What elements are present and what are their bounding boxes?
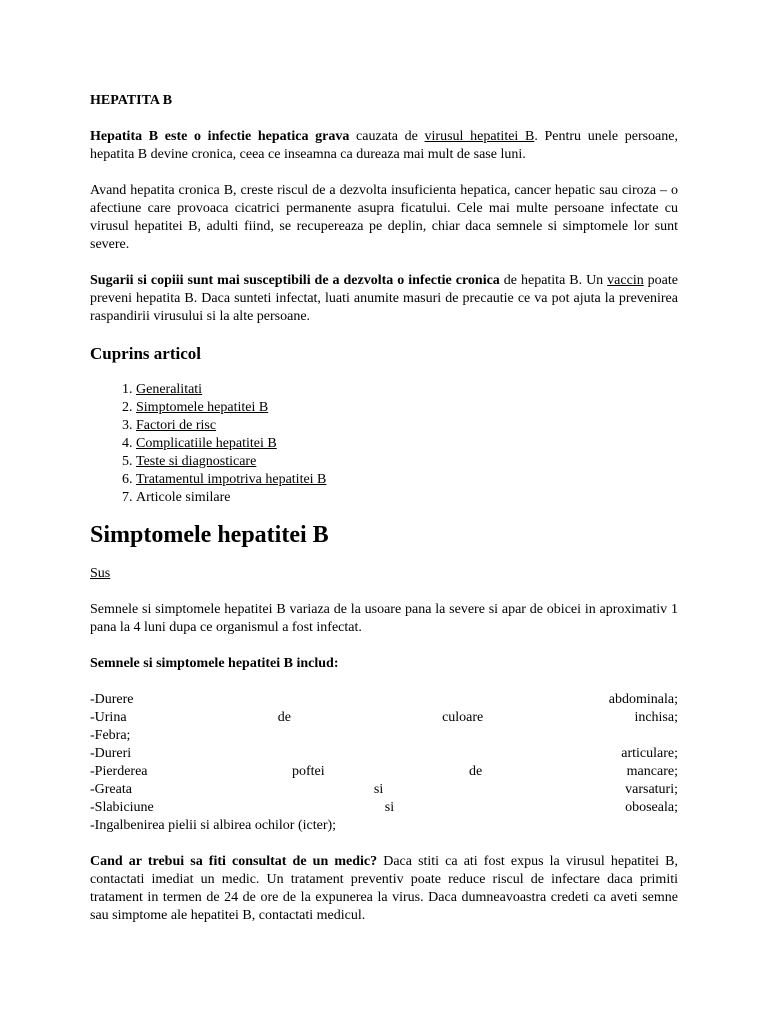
toc-link-complicatii[interactable]: Complicatiile hepatitei B xyxy=(136,436,277,451)
toc-link-teste[interactable]: Teste si diagnosticare xyxy=(136,454,257,469)
consult-paragraph xyxy=(90,853,678,925)
children-text-2: poate preveni hepatita B. Daca sunteti infectat, luati anumite masuri de precautie ce va pot ajuta la prevenirea raspandirii virusului si la alte persoane. xyxy=(90,273,678,324)
symptom-word: oboseala; xyxy=(625,800,678,815)
toc-text-articole-similare: Articole similare xyxy=(136,490,231,505)
symptom-line xyxy=(90,817,678,835)
symptom-word: -Pierderea xyxy=(90,764,148,779)
toc-link-generalitati[interactable]: Generalitati xyxy=(136,382,203,397)
toc-item xyxy=(136,381,678,399)
symptom-word: -Greata xyxy=(90,782,132,797)
symptom-line xyxy=(90,781,678,799)
symptom-word: varsaturi; xyxy=(625,782,678,797)
symptom-word: culoare xyxy=(442,710,484,725)
toc-link-simptome[interactable]: Simptomele hepatitei B xyxy=(136,400,269,415)
symptom-line xyxy=(90,691,678,709)
symptoms-list xyxy=(90,691,678,835)
symptoms-intro-paragraph: Semnele si simptomele hepatitei B variaza de la usoare pana la severe si apar de obicei in aproximativ 1 pana la 4 luni dupa ce organismul a fost infectat. xyxy=(90,602,678,635)
symptom-word: abdominala; xyxy=(608,692,678,707)
consult-text: Daca stiti ca ati fost expus la virusul hepatitei B, contactati imediat un medic. Un tratament preventiv poate reduce riscul de infectare daca primiti tratament in termen de 24 de ore de la expunerea la virus. Daca dumneavoastra credeti ca aveti semne sau simptome ale hepatitei B, contactati medicul. xyxy=(90,854,679,923)
symptom-line xyxy=(90,745,678,763)
symptom-word: poftei xyxy=(291,764,325,779)
toc-heading: Cuprins articol xyxy=(90,344,201,363)
symptom-word: articulare; xyxy=(621,746,678,761)
symptom-word: -Febra; xyxy=(90,728,131,743)
symptom-line xyxy=(90,763,678,781)
intro-paragraph xyxy=(90,128,678,164)
back-to-top-row xyxy=(90,565,678,583)
intro-text-1: cauzata de xyxy=(349,129,425,144)
symptom-word: -Urina xyxy=(90,710,127,725)
toc-item xyxy=(136,435,678,453)
section-heading: Simptomele hepatitei B xyxy=(90,522,329,548)
toc-item xyxy=(136,471,678,489)
symptom-word: -Durere xyxy=(90,692,134,707)
symptom-line xyxy=(90,709,678,727)
toc-link-tratament[interactable]: Tratamentul impotriva hepatitei B xyxy=(136,472,327,487)
toc-link-factori-risc[interactable]: Factori de risc xyxy=(136,418,217,433)
children-text-1: de hepatita B. Un xyxy=(499,273,608,288)
toc-list xyxy=(90,381,678,507)
consult-bold-lead: Cand ar trebui sa fiti consultat de un medic? xyxy=(90,854,378,869)
symptoms-heading: Semnele si simptomele hepatitei B includ: xyxy=(90,656,339,671)
children-paragraph xyxy=(90,272,678,326)
children-bold-lead: Sugarii si copiii sunt mai susceptibili de a dezvolta o infectie cronica xyxy=(90,273,500,288)
symptom-word: -Ingalbenirea pielii si albirea ochilor (icter); xyxy=(90,818,337,833)
symptom-word: de xyxy=(469,764,483,779)
symptom-word: inchisa; xyxy=(634,710,678,725)
toc-item xyxy=(136,453,678,471)
symptom-word: si xyxy=(373,782,384,797)
toc-item xyxy=(136,417,678,435)
back-to-top-link[interactable]: Sus xyxy=(90,566,111,581)
symptom-line xyxy=(90,727,678,745)
virus-link[interactable]: virusul hepatitei B xyxy=(424,129,535,144)
symptom-word: -Slabiciune xyxy=(90,800,154,815)
intro-bold-lead: Hepatita B este o infectie hepatica grava xyxy=(90,129,350,144)
symptom-line xyxy=(90,799,678,817)
symptom-word: si xyxy=(384,800,395,815)
symptom-word: de xyxy=(277,710,291,725)
intro-text-2: . Pentru unele persoane, hepatita B devine cronica, ceea ce inseamna ca dureaza mai mult de sase luni. xyxy=(90,129,678,162)
chronic-risk-paragraph: Avand hepatita cronica B, creste riscul de a dezvolta insuficienta hepatica, cancer hepatic sau ciroza – o afectiune care provoaca cicatrici permanente asupra ficatului. Cele mai multe persoane infectate cu virusul hepatitei B, adulti fiind, se recupereaza pe deplin, chiar daca semnele si simptomele lor sunt severe. xyxy=(90,183,678,252)
toc-item xyxy=(136,399,678,417)
toc-item xyxy=(136,489,678,507)
document-title: HEPATITA B xyxy=(90,93,173,108)
symptom-word: -Dureri xyxy=(90,746,132,761)
vaccine-link[interactable]: vaccin xyxy=(607,273,644,288)
symptom-word: mancare; xyxy=(626,764,678,779)
